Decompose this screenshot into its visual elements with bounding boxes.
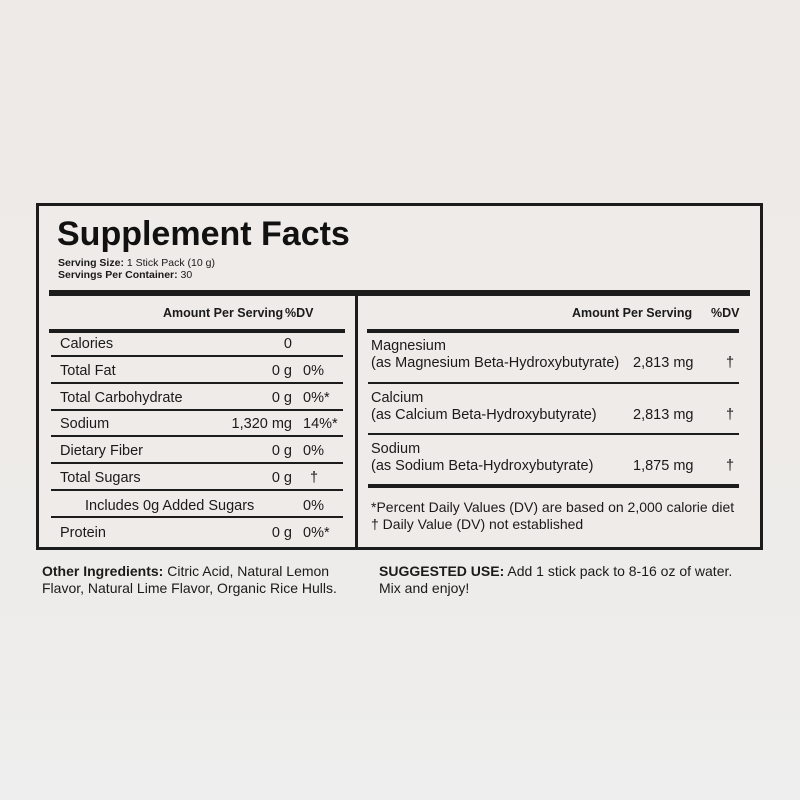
nutrient-dv: 14%* <box>303 416 338 432</box>
ingredient-amount: 2,813 mg <box>633 355 694 371</box>
ingredient-name: Calcium <box>371 390 424 406</box>
ingredient-row-calcium <box>371 390 741 424</box>
right-header-dv: %DV <box>711 306 740 320</box>
ingredient-dv: † <box>726 407 735 423</box>
row-divider <box>368 433 739 435</box>
nutrient-name: Protein <box>60 525 106 541</box>
row-divider <box>51 382 343 384</box>
serving-size-label: Serving Size: <box>58 257 124 269</box>
nutrient-dv: 0%* <box>303 525 330 541</box>
nutrient-dv: 0% <box>303 363 324 379</box>
nutrient-name: Calories <box>60 336 114 352</box>
nutrient-row-sodium <box>60 414 346 434</box>
nutrient-dv: † <box>310 470 319 486</box>
right-header-amount: Amount Per Serving <box>572 306 693 320</box>
ingredient-source: (as Calcium Beta-Hydroxybutyrate) <box>371 407 597 423</box>
row-divider <box>51 355 343 357</box>
other-ingredients <box>42 563 337 597</box>
nutrient-amount: 0 <box>283 336 292 352</box>
row-divider <box>51 462 343 464</box>
ingredient-dv: † <box>726 458 735 474</box>
nutrient-name: Total Sugars <box>60 470 141 486</box>
supplement-facts-panel <box>36 203 763 550</box>
servings-per-container-label: Servings Per Container: <box>58 269 178 281</box>
suggested-use-label: SUGGESTED USE: <box>379 563 505 579</box>
nutrient-name: Includes 0g Added Sugars <box>85 498 255 514</box>
suggested-use-text-cont: Mix and enjoy! <box>379 580 470 596</box>
left-header-dv: %DV <box>285 306 314 320</box>
nutrient-amount: 0 g <box>271 363 292 379</box>
nutrient-dv: 0%* <box>303 390 330 406</box>
serving-size-value: 1 Stick Pack (10 g) <box>123 257 215 269</box>
nutrient-amount: 0 g <box>271 390 292 406</box>
nutrient-amount: 0 g <box>271 470 292 486</box>
other-ingredients-text: Citric Acid, Natural Lemon <box>163 563 330 579</box>
nutrient-row-total-fat <box>60 361 346 381</box>
serving-info <box>58 257 215 281</box>
suggested-use-text: Add 1 stick pack to 8-16 oz of water. <box>504 563 733 579</box>
servings-per-container <box>58 269 215 281</box>
other-ingredients-text-cont: Flavor, Natural Lime Flavor, Organic Rice Hulls. <box>42 580 337 596</box>
header-rule <box>49 290 750 296</box>
nutrient-row-added-sugars <box>60 496 346 516</box>
nutrient-amount: 0 g <box>271 525 292 541</box>
nutrient-amount: 1,320 mg <box>231 416 292 432</box>
row-divider <box>51 409 343 411</box>
nutrient-row-protein <box>60 523 346 543</box>
other-ingredients-label: Other Ingredients: <box>42 563 164 579</box>
footnote-dv-not-established: † Daily Value (DV) not established <box>371 516 584 532</box>
nutrient-name: Dietary Fiber <box>60 443 143 459</box>
column-divider <box>355 290 358 547</box>
row-divider <box>368 382 739 384</box>
footnote-daily-values: *Percent Daily Values (DV) are based on 2,000 calorie diet <box>371 499 735 515</box>
ingredient-name: Sodium <box>371 441 421 457</box>
nutrient-dv: 0% <box>303 498 324 514</box>
nutrient-amount: 0 g <box>271 443 292 459</box>
serving-size <box>58 257 215 269</box>
ingredient-source: (as Sodium Beta-Hydroxybutyrate) <box>371 458 594 474</box>
footnotes <box>371 499 734 533</box>
row-divider <box>51 489 343 491</box>
nutrient-row-dietary-fiber <box>60 441 346 461</box>
ingredient-dv: † <box>726 355 735 371</box>
nutrient-row-total-sugars <box>60 468 346 488</box>
nutrient-dv: 0% <box>303 443 324 459</box>
ingredient-amount: 1,875 mg <box>633 458 694 474</box>
suggested-use <box>379 563 732 597</box>
right-header-rule <box>367 329 739 333</box>
ingredient-row-magnesium <box>371 338 741 372</box>
servings-per-container-value: 30 <box>177 269 193 281</box>
row-divider <box>51 516 343 518</box>
panel-title: Supplement Facts <box>57 215 350 253</box>
ingredient-row-sodium <box>371 441 741 475</box>
nutrient-row-total-carbohydrate <box>60 388 346 408</box>
row-divider <box>51 435 343 437</box>
left-header-amount: Amount Per Serving <box>163 306 284 320</box>
ingredient-source: (as Magnesium Beta-Hydroxybutyrate) <box>371 355 620 371</box>
left-header-rule <box>49 329 345 333</box>
nutrient-name: Total Fat <box>60 363 116 379</box>
ingredient-amount: 2,813 mg <box>633 407 694 423</box>
ingredient-name: Magnesium <box>371 338 446 354</box>
footnote-rule <box>368 484 739 488</box>
nutrient-name: Total Carbohydrate <box>60 390 183 406</box>
nutrient-name: Sodium <box>60 416 110 432</box>
nutrient-row-calories <box>60 334 346 354</box>
